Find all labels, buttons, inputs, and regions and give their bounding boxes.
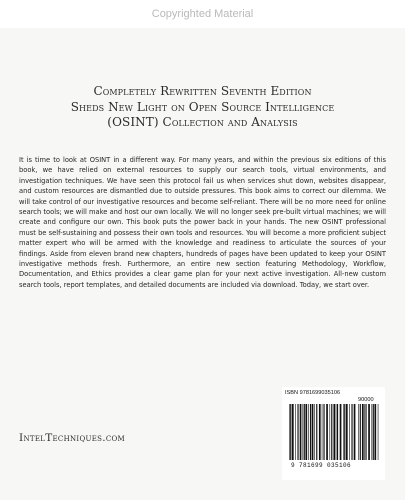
barcode-addon-bars [358,404,380,460]
barcode-bar [316,404,317,460]
barcode-bar [319,404,321,460]
barcode-bar [330,404,331,460]
price-code: 90000 [358,397,374,403]
barcode-bar [289,404,290,460]
barcode-bar [303,404,304,460]
cover-headline [16,84,389,131]
barcode-bar [326,404,328,460]
barcode-bar [349,404,350,460]
barcode-bar [297,404,298,460]
barcode-bar [333,404,335,460]
barcode-bar [295,404,296,460]
barcode-bar [304,404,305,460]
book-description: It is time to look at OSINT in a different way. For many years, and within the previous six editions of this book, we have relied on external resources to supply our search tools, virtual environments, and investigation techniques. We have seen this protocol fail us when services shut down, websites disappear, and custom resources are dismantled due to outside pressures. This book aims to correct our dilemma. We will take control of our investigative resources and become self-reliant. There will be no more need for online search tools; we will make and host our own locally. We will no longer seek pre-built virtual machines; we will create and configure our own. This book puts the power back in your hands. The new OSINT professional must be self-sustaining and possess their own tools and resources. You will become a more proficient subject matter expert who will be armed with the knowledge and readiness to articulate the sources of your findings. Aside from eleven brand new chapters, hundreds of pages have been updated to keep your OSINT investigative methods fresh. Furthermore, an entire new section featuring Methodology, Workflow, Documentation, and Ethics provides a clear game plan for your next active investigation. All-new custom search tools, report templates, and detailed documents are included via download. Today, we start over. [19,156,386,289]
barcode-bar [373,404,374,460]
barcode-bar [343,404,344,460]
isbn-label: ISBN 9781699035106 [285,390,341,396]
barcode-bar [360,404,361,460]
barcode-bar [336,404,337,460]
barcode-bar [364,404,365,460]
barcode-bar [331,404,332,460]
barcode-bar [337,404,338,460]
barcode-bar [358,404,359,460]
barcode-bar [322,404,323,460]
barcode-bar [308,404,309,460]
copyright-banner: Copyrighted Material [0,0,405,28]
publisher-website: IntelTechniques.com [19,432,126,444]
barcode-bar [340,404,342,460]
headline-line-2: Sheds New Light on Open Source Intelligence [70,99,335,114]
headline-line-1: Completely Rewritten Seventh Edition [93,84,312,98]
barcode-bar [365,404,366,460]
barcode-bar [368,404,370,460]
barcode-bar [354,404,356,460]
barcode-bar [346,404,348,460]
isbn-barcode [282,387,385,480]
barcode-bar [310,404,311,460]
barcode-bar [305,404,307,460]
barcode-bar [314,404,315,460]
barcode-bars [289,404,357,460]
barcode-bar [323,404,324,460]
barcode-bar [362,404,364,460]
barcode-bar [372,404,373,460]
barcode-bar [292,404,294,460]
barcode-bar [351,404,352,460]
barcode-number: 9 781699 035106 [290,462,351,469]
barcode-bar [344,404,345,460]
barcode-bar [374,404,376,460]
barcode-bar [290,404,291,460]
barcode-bar [378,404,379,460]
headline-line-3: (OSINT) Collection and Analysis [107,115,298,129]
barcode-bar [312,404,314,460]
barcode-bar [300,404,302,460]
